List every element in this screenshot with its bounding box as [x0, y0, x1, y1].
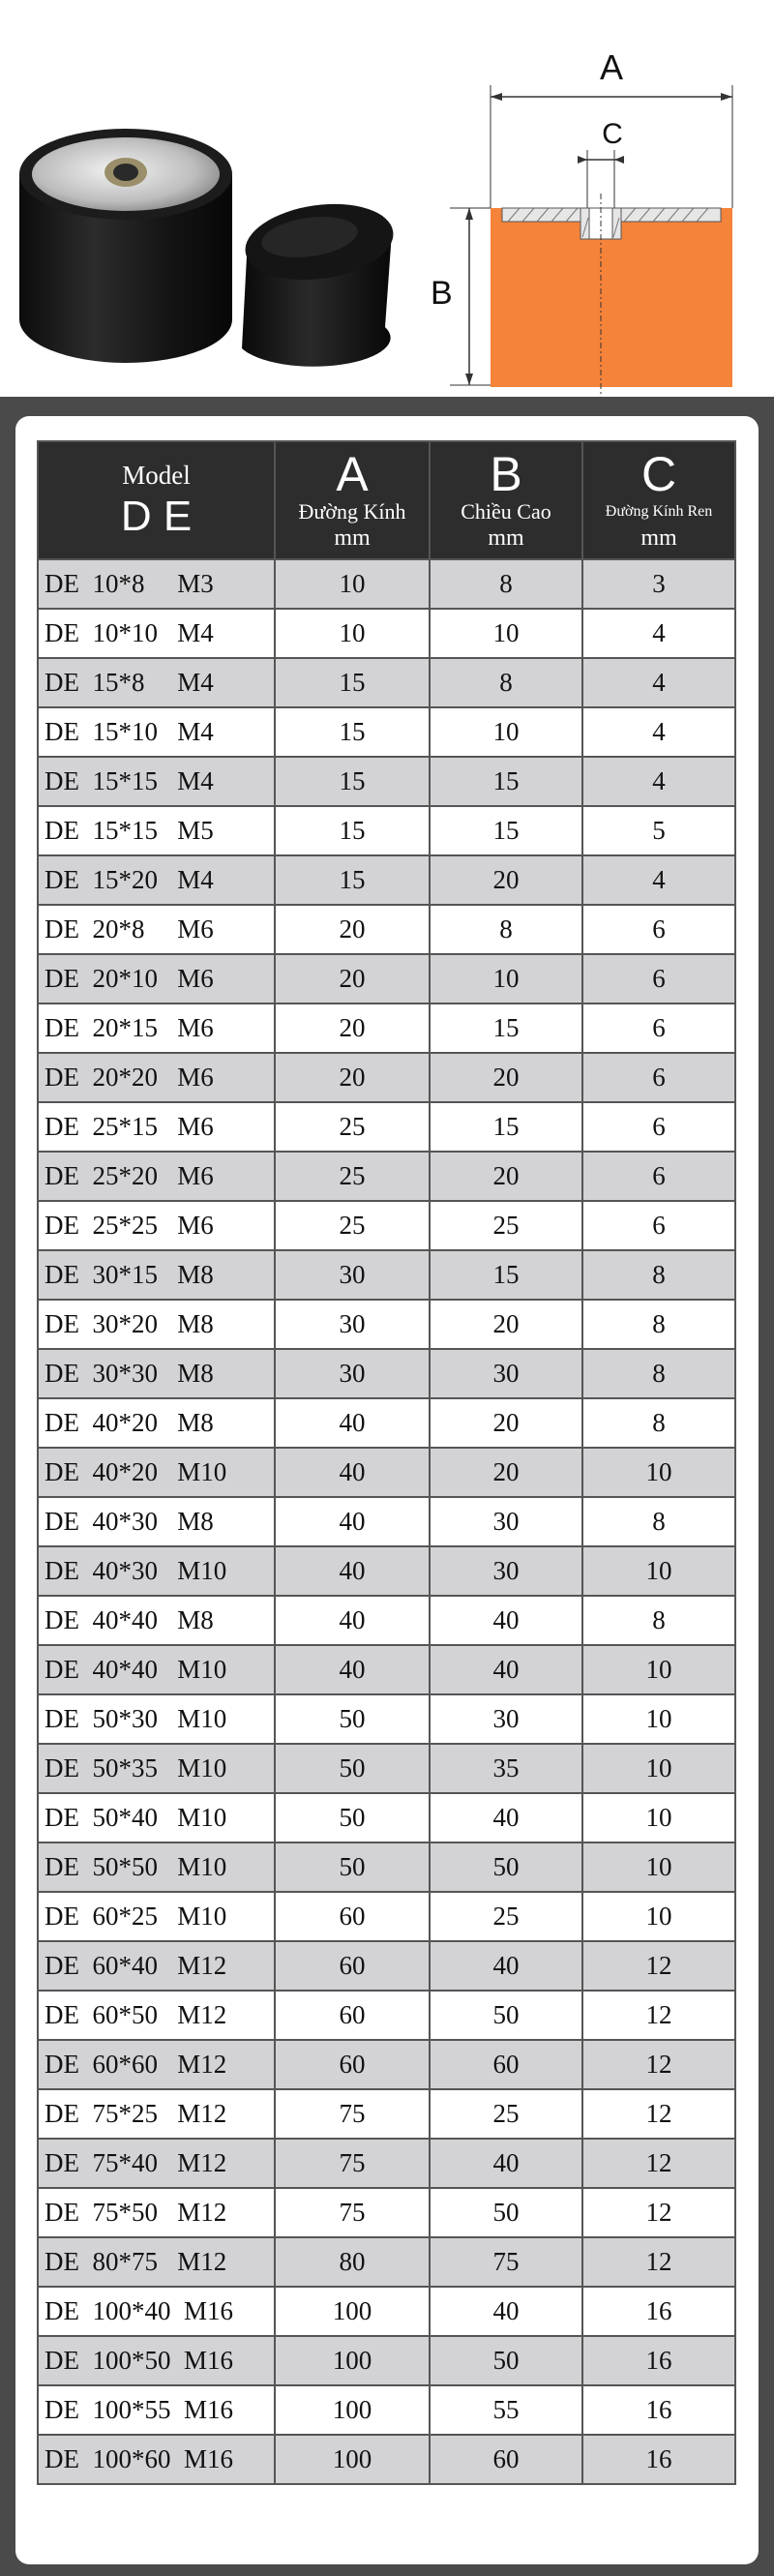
table-row — [38, 1991, 735, 2040]
cell-thread: 8 — [582, 1250, 735, 1300]
cell-diameter: 40 — [275, 1645, 430, 1694]
cell-diameter: 50 — [275, 1842, 430, 1892]
cell-thread: 4 — [582, 757, 735, 806]
cell-diameter: 30 — [275, 1300, 430, 1349]
cell-diameter: 50 — [275, 1744, 430, 1793]
table-row — [38, 1448, 735, 1497]
cell-thread: 10 — [582, 1892, 735, 1941]
table-row — [38, 1003, 735, 1053]
table-row — [38, 905, 735, 954]
cell-height: 20 — [430, 855, 582, 905]
cell-diameter: 60 — [275, 2040, 430, 2089]
cell-model: DE 30*30 M8 — [38, 1349, 275, 1398]
cell-model: DE 25*15 M6 — [38, 1102, 275, 1152]
table-row — [38, 2040, 735, 2089]
cell-diameter: 100 — [275, 2287, 430, 2336]
cell-model: DE 60*40 M12 — [38, 1941, 275, 1991]
cell-diameter: 25 — [275, 1201, 430, 1250]
header-col-a — [275, 441, 430, 559]
cell-height: 30 — [430, 1349, 582, 1398]
table-row — [38, 1300, 735, 1349]
header-col-b — [430, 441, 582, 559]
cell-thread: 10 — [582, 1448, 735, 1497]
table-row — [38, 1398, 735, 1448]
header-a-name: Đường Kính — [298, 499, 406, 524]
cell-height: 10 — [430, 954, 582, 1003]
cell-thread: 12 — [582, 2089, 735, 2139]
cell-thread: 12 — [582, 2040, 735, 2089]
cell-diameter: 20 — [275, 954, 430, 1003]
cell-height: 8 — [430, 559, 582, 609]
cell-height: 25 — [430, 1892, 582, 1941]
table-row — [38, 1596, 735, 1645]
cell-height: 15 — [430, 757, 582, 806]
cell-model: DE 15*8 M4 — [38, 658, 275, 707]
header-model-label: Model — [122, 461, 191, 490]
dimension-b-label: B — [431, 275, 453, 312]
cell-model: DE 15*15 M5 — [38, 806, 275, 855]
header-model — [38, 441, 275, 559]
table-row — [38, 1892, 735, 1941]
cell-height: 40 — [430, 1793, 582, 1842]
cell-height: 10 — [430, 609, 582, 658]
cell-thread: 4 — [582, 609, 735, 658]
cell-height: 40 — [430, 1596, 582, 1645]
cell-height: 8 — [430, 905, 582, 954]
cell-thread: 6 — [582, 1102, 735, 1152]
cell-thread: 6 — [582, 1152, 735, 1201]
cell-diameter: 40 — [275, 1448, 430, 1497]
cell-height: 40 — [430, 1645, 582, 1694]
header-c-unit: mm — [640, 525, 677, 551]
header-a-unit: mm — [334, 525, 371, 551]
cell-model: DE 25*25 M6 — [38, 1201, 275, 1250]
header-c-letter: C — [640, 447, 677, 501]
cell-model: DE 50*35 M10 — [38, 1744, 275, 1793]
table-row — [38, 1793, 735, 1842]
table-row — [38, 806, 735, 855]
cell-thread: 8 — [582, 1398, 735, 1448]
cell-height: 20 — [430, 1152, 582, 1201]
cell-height: 55 — [430, 2385, 582, 2435]
spec-panel — [0, 397, 774, 2576]
cell-model: DE 15*15 M4 — [38, 757, 275, 806]
table-row — [38, 1250, 735, 1300]
cell-thread: 16 — [582, 2385, 735, 2435]
cell-diameter: 100 — [275, 2385, 430, 2435]
cell-diameter: 10 — [275, 609, 430, 658]
table-row — [38, 2385, 735, 2435]
cell-height: 50 — [430, 2336, 582, 2385]
cell-diameter: 15 — [275, 707, 430, 757]
table-row — [38, 559, 735, 609]
cell-model: DE 40*20 M10 — [38, 1448, 275, 1497]
cell-height: 40 — [430, 1941, 582, 1991]
cell-height: 10 — [430, 707, 582, 757]
cell-model: DE 20*15 M6 — [38, 1003, 275, 1053]
cell-thread: 6 — [582, 954, 735, 1003]
cell-height: 8 — [430, 658, 582, 707]
cell-model: DE 40*30 M8 — [38, 1497, 275, 1546]
cell-thread: 6 — [582, 1003, 735, 1053]
cell-height: 25 — [430, 2089, 582, 2139]
spec-card — [15, 416, 759, 2564]
cell-thread: 4 — [582, 855, 735, 905]
table-row — [38, 1102, 735, 1152]
cell-model: DE 80*75 M12 — [38, 2237, 275, 2287]
cell-height: 15 — [430, 1003, 582, 1053]
cell-diameter: 60 — [275, 1892, 430, 1941]
cell-model: DE 30*20 M8 — [38, 1300, 275, 1349]
cell-height: 60 — [430, 2040, 582, 2089]
cell-height: 40 — [430, 2139, 582, 2188]
cell-thread: 3 — [582, 559, 735, 609]
cell-height: 20 — [430, 1448, 582, 1497]
cell-model: DE 50*40 M10 — [38, 1793, 275, 1842]
cell-thread: 12 — [582, 1941, 735, 1991]
cell-diameter: 25 — [275, 1102, 430, 1152]
header-c-name: Đường Kính Ren — [605, 503, 713, 520]
cell-diameter: 40 — [275, 1546, 430, 1596]
cell-model: DE 40*40 M10 — [38, 1645, 275, 1694]
cell-diameter: 50 — [275, 1793, 430, 1842]
cell-model: DE 100*50 M16 — [38, 2336, 275, 2385]
cell-height: 30 — [430, 1694, 582, 1744]
cell-model: DE 40*40 M8 — [38, 1596, 275, 1645]
cell-thread: 12 — [582, 2139, 735, 2188]
cell-thread: 8 — [582, 1300, 735, 1349]
header-b-letter: B — [490, 447, 522, 501]
cell-thread: 10 — [582, 1842, 735, 1892]
cell-model: DE 75*50 M12 — [38, 2188, 275, 2237]
cell-thread: 12 — [582, 1991, 735, 2040]
cell-model: DE 60*25 M10 — [38, 1892, 275, 1941]
dimension-a-label: A — [599, 47, 624, 87]
cell-thread: 4 — [582, 707, 735, 757]
header-b-unit: mm — [488, 525, 524, 551]
cell-diameter: 25 — [275, 1152, 430, 1201]
cell-height: 25 — [430, 1201, 582, 1250]
cell-height: 35 — [430, 1744, 582, 1793]
cell-diameter: 60 — [275, 1991, 430, 2040]
cell-diameter: 15 — [275, 806, 430, 855]
product-hero — [0, 0, 774, 397]
cell-thread: 8 — [582, 1497, 735, 1546]
cell-diameter: 40 — [275, 1497, 430, 1546]
cell-height: 20 — [430, 1300, 582, 1349]
cell-thread: 8 — [582, 1596, 735, 1645]
table-row — [38, 1497, 735, 1546]
table-row — [38, 658, 735, 707]
cell-diameter: 15 — [275, 658, 430, 707]
cell-thread: 12 — [582, 2237, 735, 2287]
table-row — [38, 1546, 735, 1596]
cell-model: DE 100*55 M16 — [38, 2385, 275, 2435]
cell-thread: 6 — [582, 905, 735, 954]
dimension-c-label: C — [602, 118, 623, 150]
cell-thread: 16 — [582, 2435, 735, 2484]
cell-height: 30 — [430, 1546, 582, 1596]
table-row — [38, 757, 735, 806]
cell-thread: 8 — [582, 1349, 735, 1398]
cell-thread: 10 — [582, 1546, 735, 1596]
cell-diameter: 80 — [275, 2237, 430, 2287]
table-row — [38, 1349, 735, 1398]
table-row — [38, 707, 735, 757]
cell-thread: 4 — [582, 658, 735, 707]
header-a-letter: A — [336, 447, 369, 501]
cell-model: DE 25*20 M6 — [38, 1152, 275, 1201]
cell-height: 60 — [430, 2435, 582, 2484]
table-row — [38, 954, 735, 1003]
table-row — [38, 2237, 735, 2287]
cell-diameter: 100 — [275, 2435, 430, 2484]
cell-model: DE 40*30 M10 — [38, 1546, 275, 1596]
table-row — [38, 1842, 735, 1892]
cell-model: DE 60*50 M12 — [38, 1991, 275, 2040]
cell-diameter: 40 — [275, 1398, 430, 1448]
cell-diameter: 15 — [275, 855, 430, 905]
spec-table — [37, 440, 736, 2485]
cell-diameter: 15 — [275, 757, 430, 806]
cell-model: DE 100*60 M16 — [38, 2435, 275, 2484]
table-row — [38, 1201, 735, 1250]
header-b-name: Chiều Cao — [461, 499, 551, 524]
cell-diameter: 40 — [275, 1596, 430, 1645]
table-row — [38, 1053, 735, 1102]
cell-height: 15 — [430, 1250, 582, 1300]
cell-thread: 6 — [582, 1053, 735, 1102]
cell-diameter: 20 — [275, 905, 430, 954]
cell-diameter: 20 — [275, 1003, 430, 1053]
cell-height: 50 — [430, 1842, 582, 1892]
cell-model: DE 100*40 M16 — [38, 2287, 275, 2336]
table-row — [38, 2139, 735, 2188]
cell-thread: 10 — [582, 1744, 735, 1793]
table-row — [38, 1941, 735, 1991]
cell-model: DE 10*10 M4 — [38, 609, 275, 658]
header-row — [38, 441, 735, 559]
cell-diameter: 60 — [275, 1941, 430, 1991]
table-row — [38, 2287, 735, 2336]
spec-table-body — [38, 559, 735, 2484]
cell-model: DE 50*30 M10 — [38, 1694, 275, 1744]
header-model-code: D E — [120, 493, 193, 540]
cell-diameter: 75 — [275, 2089, 430, 2139]
cell-model: DE 10*8 M3 — [38, 559, 275, 609]
cell-model: DE 30*15 M8 — [38, 1250, 275, 1300]
table-row — [38, 855, 735, 905]
cell-model: DE 40*20 M8 — [38, 1398, 275, 1448]
table-row — [38, 1694, 735, 1744]
cell-model: DE 20*20 M6 — [38, 1053, 275, 1102]
table-row — [38, 1744, 735, 1793]
cell-model: DE 20*10 M6 — [38, 954, 275, 1003]
cell-model: DE 15*20 M4 — [38, 855, 275, 905]
header-col-c — [582, 441, 735, 559]
cell-diameter: 100 — [275, 2336, 430, 2385]
cell-model: DE 50*50 M10 — [38, 1842, 275, 1892]
dimension-diagram — [431, 0, 750, 397]
cell-thread: 10 — [582, 1793, 735, 1842]
cell-thread: 10 — [582, 1645, 735, 1694]
cell-diameter: 50 — [275, 1694, 430, 1744]
cell-thread: 5 — [582, 806, 735, 855]
cell-height: 75 — [430, 2237, 582, 2287]
cell-height: 15 — [430, 806, 582, 855]
table-row — [38, 2336, 735, 2385]
cell-thread: 10 — [582, 1694, 735, 1744]
cell-model: DE 15*10 M4 — [38, 707, 275, 757]
cell-diameter: 20 — [275, 1053, 430, 1102]
table-row — [38, 2435, 735, 2484]
cell-thread: 16 — [582, 2336, 735, 2385]
cell-height: 50 — [430, 2188, 582, 2237]
cell-model: DE 75*25 M12 — [38, 2089, 275, 2139]
cell-diameter: 10 — [275, 559, 430, 609]
cell-height: 50 — [430, 1991, 582, 2040]
cell-model: DE 75*40 M12 — [38, 2139, 275, 2188]
cell-height: 20 — [430, 1398, 582, 1448]
table-row — [38, 2089, 735, 2139]
cell-thread: 12 — [582, 2188, 735, 2237]
table-row — [38, 1152, 735, 1201]
cell-thread: 16 — [582, 2287, 735, 2336]
cell-diameter: 30 — [275, 1250, 430, 1300]
table-row — [38, 1645, 735, 1694]
cell-diameter: 30 — [275, 1349, 430, 1398]
product-photo — [0, 0, 426, 397]
cell-height: 30 — [430, 1497, 582, 1546]
cell-height: 15 — [430, 1102, 582, 1152]
cell-height: 20 — [430, 1053, 582, 1102]
cell-model: DE 20*8 M6 — [38, 905, 275, 954]
table-row — [38, 2188, 735, 2237]
cell-diameter: 75 — [275, 2188, 430, 2237]
cell-thread: 6 — [582, 1201, 735, 1250]
table-row — [38, 609, 735, 658]
cell-model: DE 60*60 M12 — [38, 2040, 275, 2089]
cell-height: 40 — [430, 2287, 582, 2336]
cell-diameter: 75 — [275, 2139, 430, 2188]
